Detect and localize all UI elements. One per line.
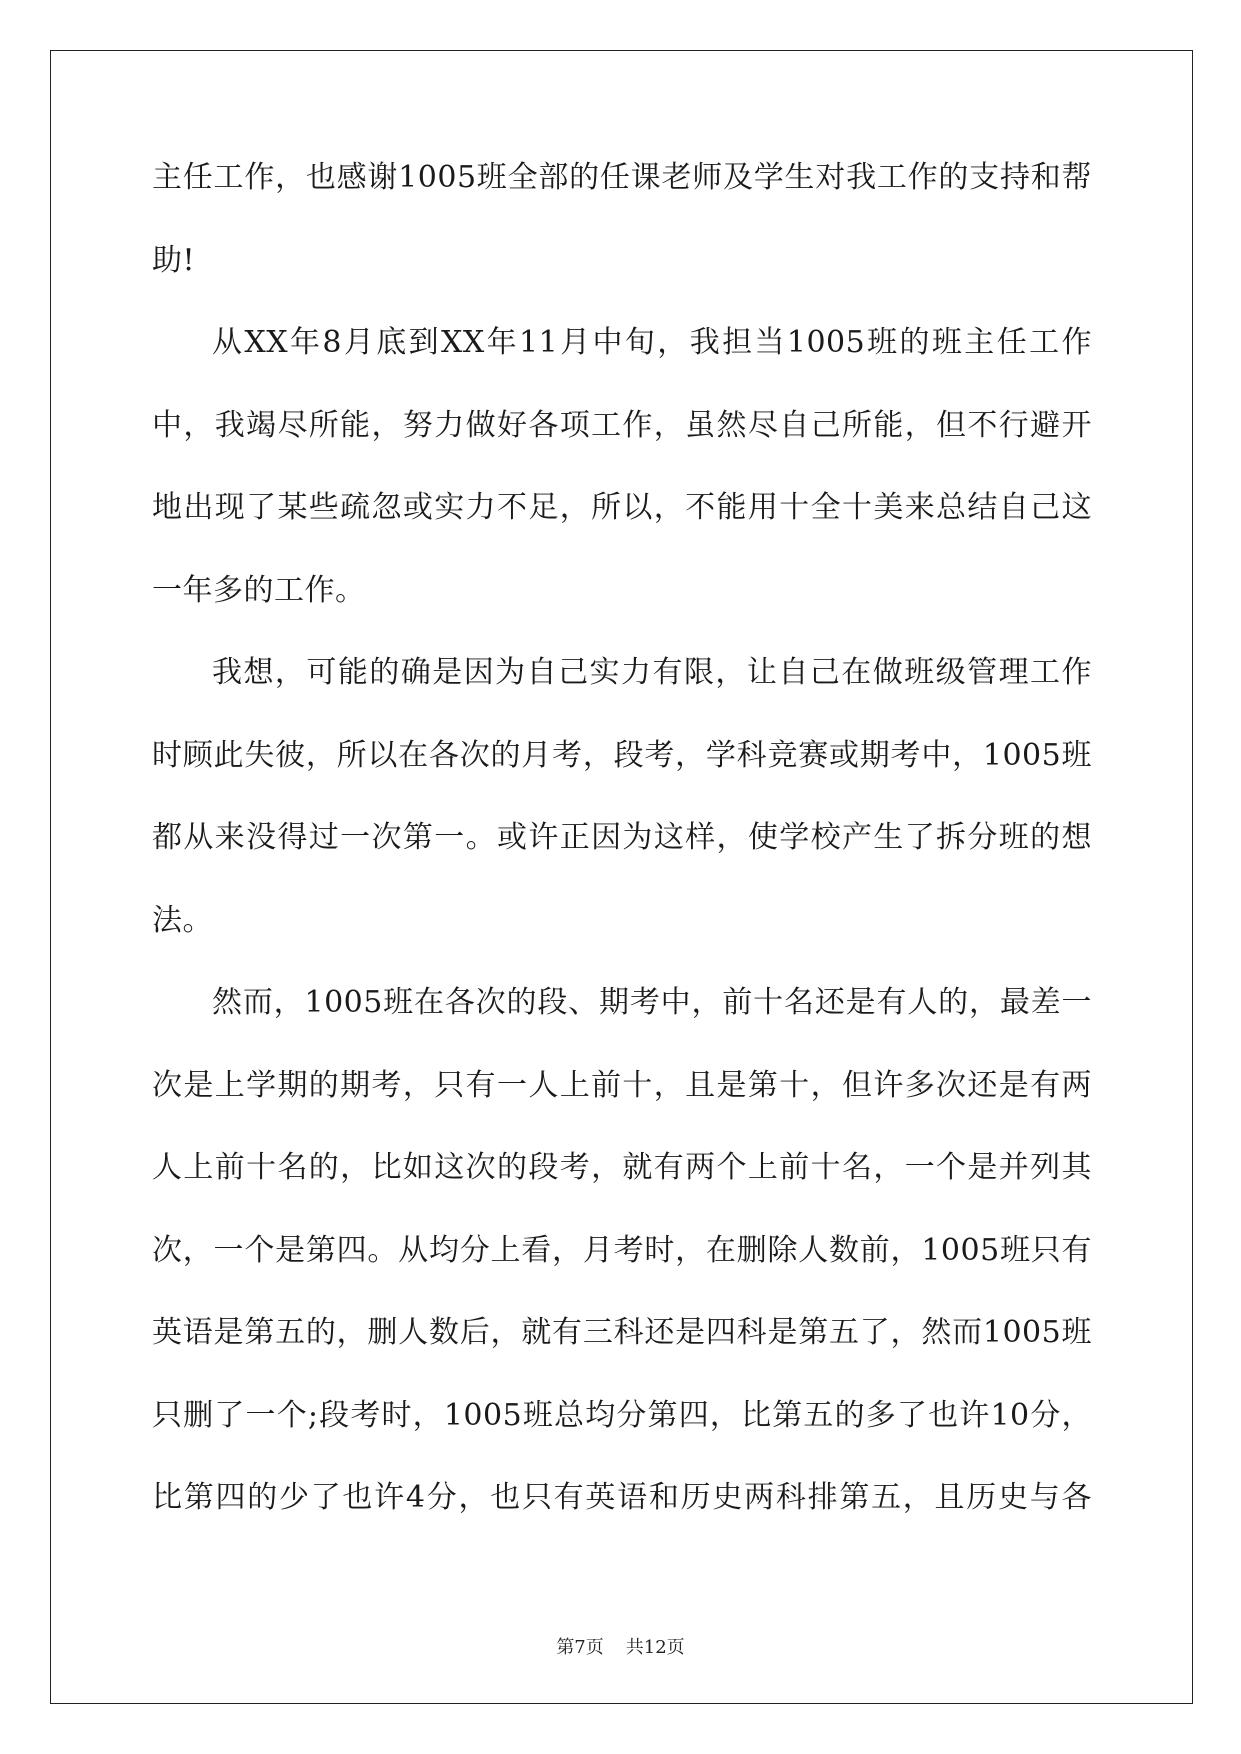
text-line: 时顾此失彼，所以在各次的月考，段考，学科竞赛或期考中，1005班 [152, 737, 1092, 773]
text-line: 一年多的工作。 [152, 572, 366, 608]
page-number: 第7页 [556, 1637, 604, 1658]
text-line: 人上前十名的，比如这次的段考，就有两个上前十名，一个是并列其 [152, 1150, 1092, 1185]
text-line: 比第四的少了也许4分，也只有英语和历史两科排第五，且历史与各 [152, 1480, 1092, 1515]
text-line: 次是上学期的期考，只有一人上前十，且是第十，但许多次还是有两 [152, 1067, 1092, 1103]
text-line: 地出现了某些疏忽或实力不足，所以，不能用十全十美来总结自己这 [152, 490, 1092, 525]
text-line: 中，我竭尽所能，努力做好各项工作，虽然尽自己所能，但不行避开 [152, 407, 1092, 443]
text-line: 都从来没得过一次第一。或许正因为这样，使学校产生了拆分班的想 [152, 820, 1092, 855]
text-line: 主任工作，也感谢1005班全部的任课老师及学生对我工作的支持和帮 [152, 160, 1092, 195]
text-line: 只删了一个;段考时，1005班总均分第四，比第五的多了也许10分， [152, 1397, 1092, 1433]
page-total: 共12页 [625, 1637, 685, 1658]
text-line: 助! [152, 242, 196, 278]
text-line: 次，一个是第四。从均分上看，月考时，在删除人数前，1005班只有 [152, 1232, 1092, 1268]
text-line: 从XX年8月底到XX年11月中旬，我担当1005班的班主任工作 [212, 325, 1092, 360]
document-body [152, 160, 1092, 1566]
text-line: 然而，1005班在各次的段、期考中，前十名还是有人的，最差一 [212, 985, 1092, 1020]
text-line: 英语是第五的，删人数后，就有三科还是四科是第五了，然而1005班 [152, 1315, 1092, 1350]
text-line: 我想，可能的确是因为自己实力有限，让自己在做班级管理工作 [212, 655, 1092, 690]
page-footer [0, 1638, 1241, 1658]
text-line: 法。 [152, 902, 213, 938]
